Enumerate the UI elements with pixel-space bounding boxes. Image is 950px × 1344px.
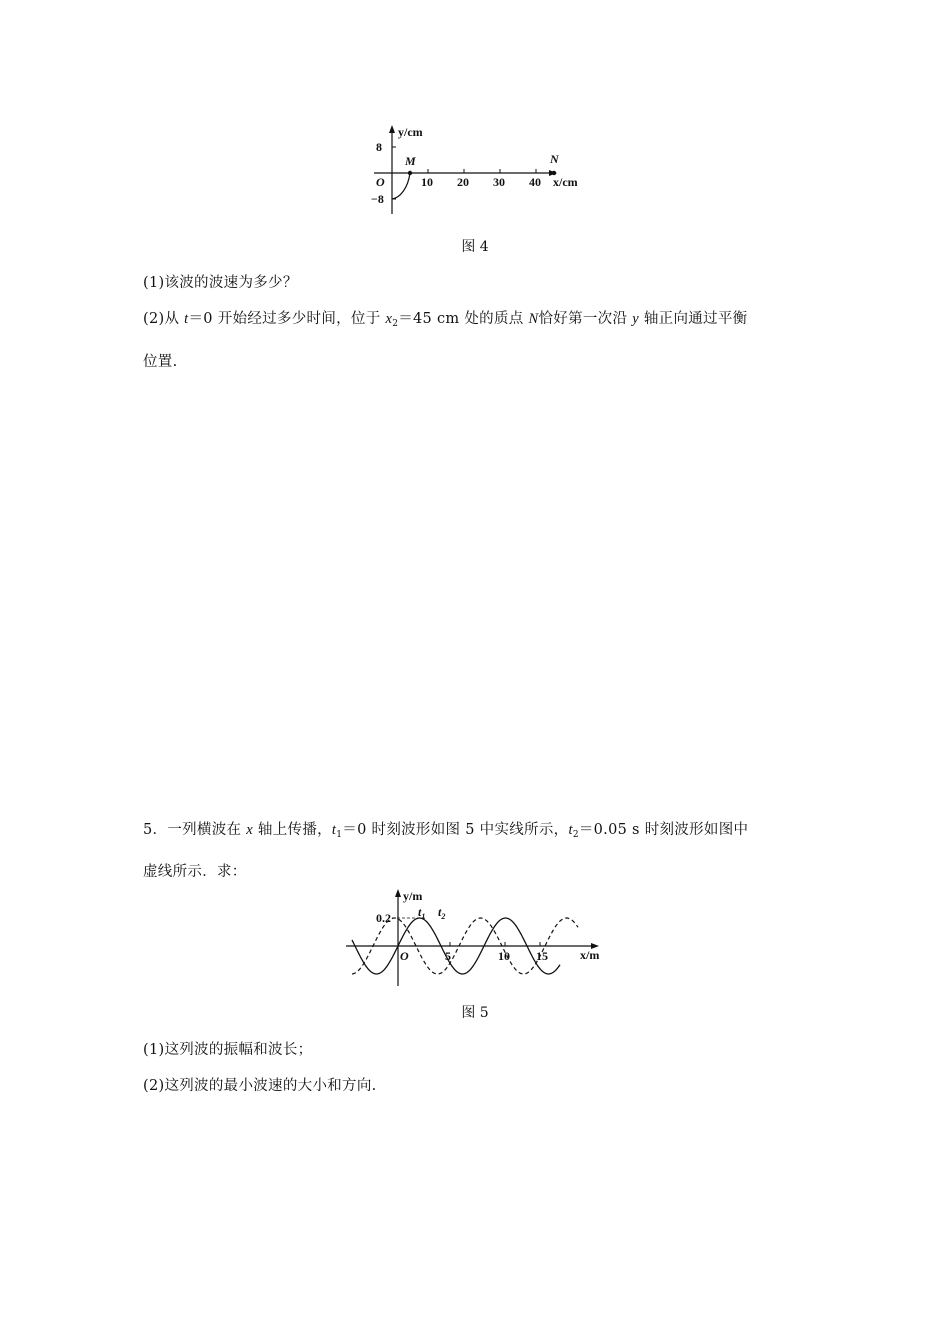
fig4-x-label: x/cm xyxy=(553,175,578,189)
question-5-stem: 5．一列横波在 x 轴上传播，$t_1=0$ 时刻波形如图 5 中实线所示，$t_2=0.05$ s 时刻波形如图中 xyxy=(143,822,749,840)
figure-5-graph xyxy=(340,886,610,992)
figure-4-graph xyxy=(360,122,600,222)
fig4-x-tick-20: 20 xyxy=(457,175,469,189)
fig5-y-arrow xyxy=(395,889,401,897)
fig5-origin: O xyxy=(400,949,409,963)
fig5-label-t2: $t_2$ xyxy=(438,905,446,921)
fig4-y-tick-8: 8 xyxy=(376,140,382,154)
figure-4-caption: 图 4 xyxy=(461,239,489,255)
fig4-y-arrow xyxy=(389,125,395,133)
question-5-part-2: (2)这列波的最小波速的大小和方向. xyxy=(143,1078,377,1094)
fig5-x-tick-10: 10 xyxy=(498,949,510,963)
fig5-x-tick-15: 15 xyxy=(536,949,548,963)
fig4-point-n-label: N xyxy=(550,152,559,166)
figure-4 xyxy=(360,122,600,222)
question-4-part-2-line-2: 位置. xyxy=(143,354,178,370)
fig4-y-tick-neg8: −8 xyxy=(371,192,384,206)
fig4-wave-curve xyxy=(392,173,410,199)
fig4-point-m-label: M xyxy=(405,154,416,168)
fig4-y-label: y/cm xyxy=(398,125,423,139)
question-5-part-1: (1)这列波的振幅和波长； xyxy=(143,1042,313,1058)
fig4-x-tick-30: 30 xyxy=(493,175,505,189)
fig5-x-label: x/m xyxy=(580,948,600,962)
question-4-part-1: (1)该波的波速为多少？ xyxy=(143,275,298,291)
fig4-point-m-dot xyxy=(408,171,412,175)
figure-5-caption: 图 5 xyxy=(461,1005,489,1021)
question-4-part-2: (2)从 t＝0 开始经过多少时间，位于 $x_2=45$ cm 处的质点 N恰好第一次沿 y 轴正向通过平衡 xyxy=(143,311,748,329)
fig4-x-tick-10: 10 xyxy=(421,175,433,189)
fig4-origin: O xyxy=(376,175,385,189)
fig4-x-tick-40: 40 xyxy=(529,175,541,189)
question-5-stem-line-2: 虚线所示．求： xyxy=(143,864,247,880)
fig5-y-tick-0.2: 0.2 xyxy=(376,911,391,925)
fig5-label-t1: $t_1$ xyxy=(418,905,426,921)
fig5-x-tick-5: 5 xyxy=(445,949,451,963)
fig5-y-label: y/m xyxy=(403,889,423,903)
figure-5 xyxy=(340,886,610,992)
